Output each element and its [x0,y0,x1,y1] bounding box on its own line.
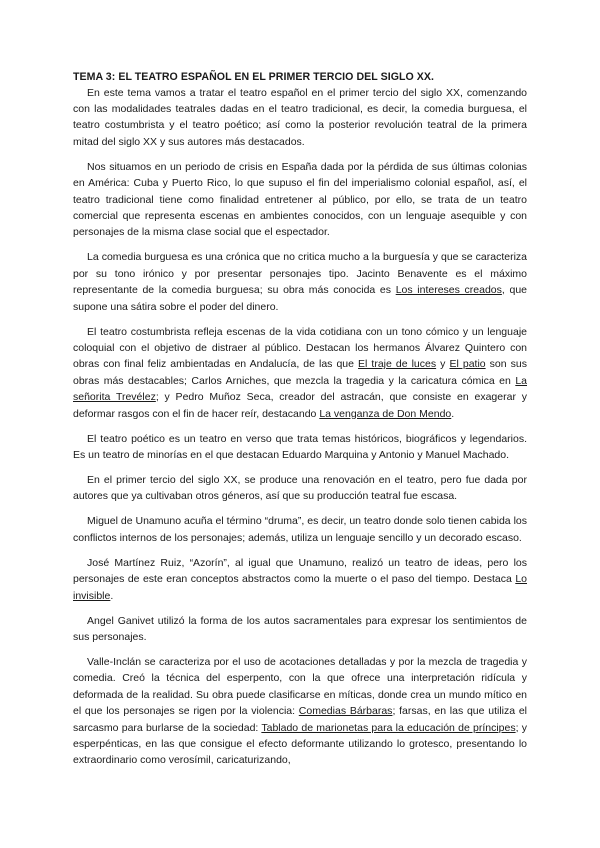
paragraph-teatro-costumbrista [73,324,527,422]
paragraph-unamuno: Miguel de Unamuno acuña el término “druma”, es decir, un teatro donde solo tienen cabida los conflictos internos de los personajes; además, utiliza un lenguaje sencillo y un decorado escaso. [73,515,527,544]
paragraph-teatro-poetico: El teatro poético es un teatro en verso que trata temas históricos, biográficos y legendarios. Es un teatro de minorías en el que destacan Eduardo Marquina y Antonio y Manuel Machado. [73,432,527,461]
work-title: El patio [449,358,486,371]
work-title: El traje de luces [358,358,437,371]
work-title: Comedias Bárbaras [298,705,393,718]
text-span: ; farsas, en las que utiliza el sarcasmo para burlarse de la sociedad: [73,705,528,734]
paragraph-ganivet: Angel Ganivet utilizó la forma de los autos sacramentales para expresar los sentimientos de sus personajes. [73,614,527,644]
paragraph-renovacion: En el primer tercio del siglo XX, se produce una renovación en el teatro, pero fue dada por autores que ya cultivaban otros géneros, así que su producción teatral fue escasa. [73,474,527,503]
paragraph-valle-inclan [73,654,527,769]
text-span: La comedia burguesa es una crónica que no critica mucho a la burguesía y que se caracteriza por su tono irónico y por presentar personajes tipo. Jacinto Benavente es el máximo representante de la comedia burguesa; su obra más conocida es [73,251,527,297]
text-span: José Martínez Ruiz, “Azorín”, al igual que Unamuno, realizó un teatro de ideas, pero los personajes de este eran conceptos abstractos como la muerte o el paso del tiempo. Destaca [73,556,527,586]
work-title: La señorita Trevélez [73,374,527,404]
page-title: TEMA 3: EL TEATRO ESPAÑOL EN EL PRIMER TERCIO DEL SIGLO XX. [73,71,435,83]
text-span: ; y esperpénticas, en las que consigue el efecto deformante utilizando lo grotesco, presentando lo extraordinario como verosímil, caricaturizando, [73,721,527,767]
text-span: Valle-Inclán se caracteriza por el uso de acotaciones detalladas y por la mezcla de tragedia y comedia. Creó la técnica del esperpento, con la que ofrece una interpretación ridícula y deformada de la realidad. Su obra puede clasificarse en míticas, donde crea un mundo mítico en el que los personajes se rigen por la violencia: [73,656,527,718]
text-span: . [110,589,114,602]
text-span: son sus obras más destacables; Carlos Arniches, que mezcla la tragedia y la caricatura cómica en [73,358,527,387]
paragraph-context: Nos situamos en un periodo de crisis en España dada por la pérdida de sus últimas colonias en América: Cuba y Puerto Rico, lo que supuso el fin del imperialismo colonial español, así, el teatro tradicional tiene como finalidad entretener al público, por ello, se trata de un teatro comercial que representa escenas en ambientes conocidos, con un lenguaje asequible y con personajes de la misma clase social que el espectador. [73,160,527,239]
work-title: Lo invisible [73,573,527,602]
text-span: ; y Pedro Muñoz Seca, creador del astracán, que consiste en exagerar y deformar rasgos con el fin de hacer reír, destacando [73,391,527,420]
text-span: . [451,407,455,420]
text-span: El teatro costumbrista refleja escenas de la vida cotidiana con un tono cómico y un lenguaje coloquial con el objetivo de distraer al público. Destacan los hermanos Álvarez Quintero con obras con final feliz ambientadas en Andalucía, de las que [73,325,527,371]
text-span: y [436,358,450,371]
text-span: , que supone una sátira sobre el poder del dinero. [73,284,528,313]
work-title: Los intereses creados [395,284,502,297]
paragraph-intro: En este tema vamos a tratar el teatro español en el primer tercio del siglo XX, comenzando con las modalidades teatrales dadas en el teatro tradicional, es decir, la comedia burguesa, el teatro costumbrista y el teatro poético; así como la posterior revolución teatral de la primera mitad del siglo XX y sus autores más destacados. [73,86,527,148]
work-title: La venganza de Don Mendo [319,407,452,420]
paragraph-azorin [73,555,527,604]
work-title: Tablado de marionetas para la educación de príncipes [261,721,516,734]
paragraph-comedia-burguesa [73,249,527,315]
